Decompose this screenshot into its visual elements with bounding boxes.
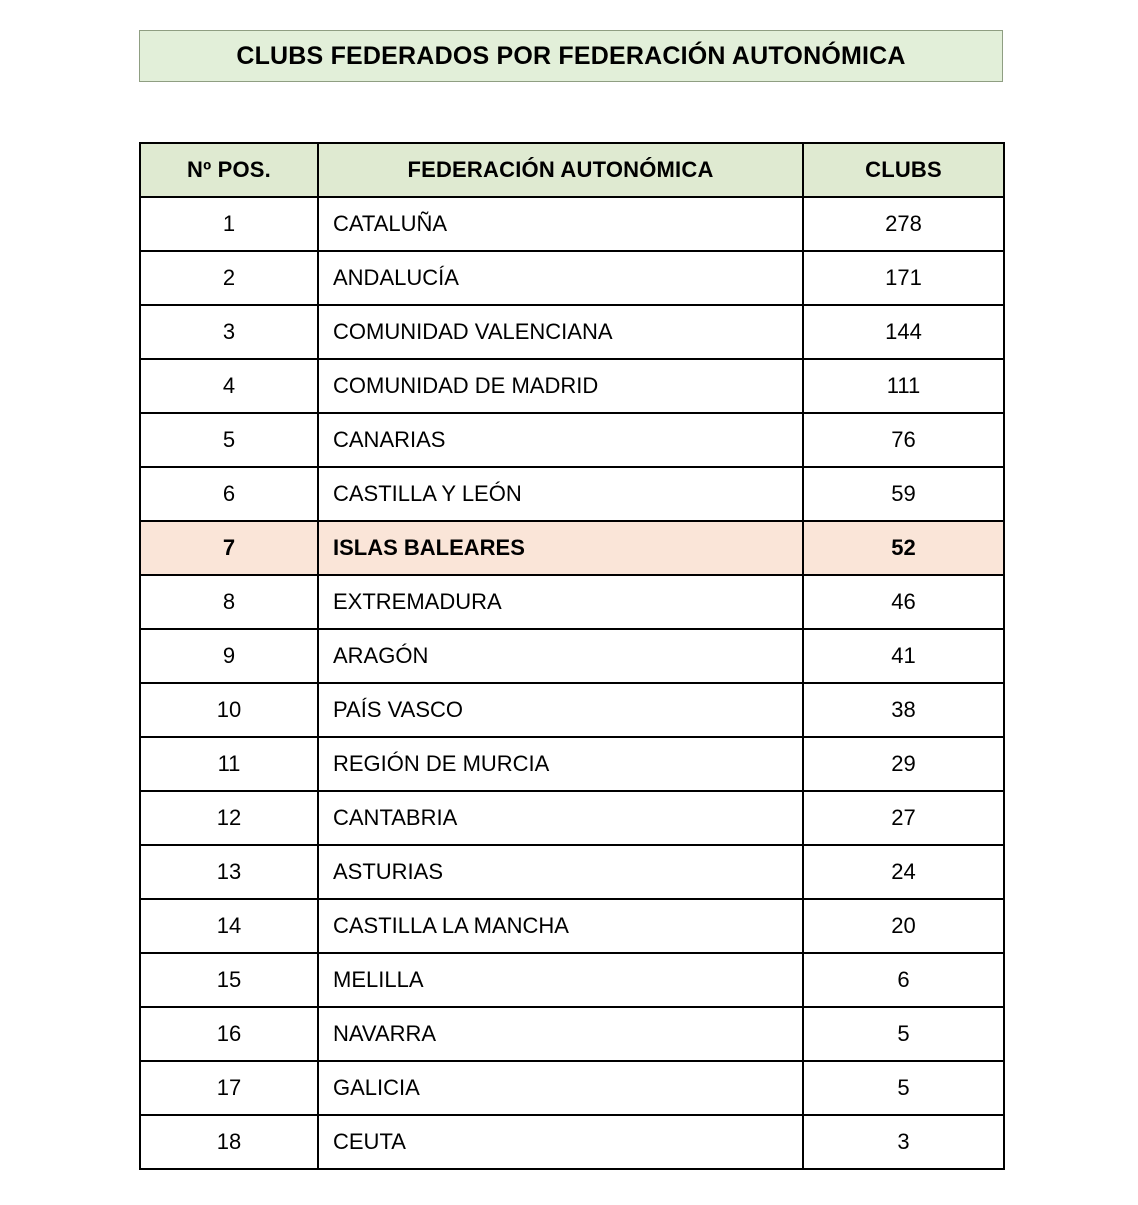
cell-position: 8: [140, 575, 318, 629]
cell-clubs: 52: [803, 521, 1004, 575]
cell-federation: CEUTA: [318, 1115, 803, 1169]
table-row: [140, 1007, 1004, 1061]
cell-position: 2: [140, 251, 318, 305]
table-row: [140, 251, 1004, 305]
cell-clubs: 144: [803, 305, 1004, 359]
cell-clubs: 24: [803, 845, 1004, 899]
cell-federation: ISLAS BALEARES: [318, 521, 803, 575]
cell-federation: CASTILLA Y LEÓN: [318, 467, 803, 521]
cell-position: 13: [140, 845, 318, 899]
table-row: [140, 467, 1004, 521]
table-body: [140, 197, 1004, 1169]
cell-position: 6: [140, 467, 318, 521]
cell-position: 3: [140, 305, 318, 359]
cell-clubs: 46: [803, 575, 1004, 629]
table-row: [140, 953, 1004, 1007]
table-row: [140, 791, 1004, 845]
table-row: [140, 737, 1004, 791]
column-header-position: Nº POS.: [140, 143, 318, 197]
table-row: [140, 629, 1004, 683]
cell-federation: ANDALUCÍA: [318, 251, 803, 305]
cell-clubs: 29: [803, 737, 1004, 791]
cell-position: 14: [140, 899, 318, 953]
cell-federation: PAÍS VASCO: [318, 683, 803, 737]
cell-clubs: 5: [803, 1061, 1004, 1115]
table-row: [140, 1061, 1004, 1115]
column-header-federation: FEDERACIÓN AUTONÓMICA: [318, 143, 803, 197]
cell-federation: MELILLA: [318, 953, 803, 1007]
cell-position: 16: [140, 1007, 318, 1061]
table-row: [140, 359, 1004, 413]
table-row: [140, 845, 1004, 899]
cell-clubs: 76: [803, 413, 1004, 467]
cell-federation: CANARIAS: [318, 413, 803, 467]
cell-clubs: 111: [803, 359, 1004, 413]
cell-position: 10: [140, 683, 318, 737]
cell-clubs: 27: [803, 791, 1004, 845]
table-row: [140, 305, 1004, 359]
cell-position: 9: [140, 629, 318, 683]
table-row: [140, 683, 1004, 737]
federations-table-container: [139, 142, 1003, 1170]
cell-position: 11: [140, 737, 318, 791]
cell-federation: EXTREMADURA: [318, 575, 803, 629]
cell-federation: GALICIA: [318, 1061, 803, 1115]
table-header: [140, 143, 1004, 197]
cell-clubs: 6: [803, 953, 1004, 1007]
table-row: [140, 521, 1004, 575]
cell-clubs: 38: [803, 683, 1004, 737]
table-row: [140, 197, 1004, 251]
table-row: [140, 899, 1004, 953]
cell-federation: ARAGÓN: [318, 629, 803, 683]
cell-federation: ASTURIAS: [318, 845, 803, 899]
cell-position: 17: [140, 1061, 318, 1115]
federations-table: [139, 142, 1005, 1170]
column-header-clubs: CLUBS: [803, 143, 1004, 197]
cell-clubs: 3: [803, 1115, 1004, 1169]
table-row: [140, 575, 1004, 629]
table-row: [140, 1115, 1004, 1169]
cell-position: 18: [140, 1115, 318, 1169]
cell-position: 15: [140, 953, 318, 1007]
cell-federation: COMUNIDAD DE MADRID: [318, 359, 803, 413]
cell-position: 1: [140, 197, 318, 251]
cell-clubs: 5: [803, 1007, 1004, 1061]
cell-federation: COMUNIDAD VALENCIANA: [318, 305, 803, 359]
cell-clubs: 171: [803, 251, 1004, 305]
cell-clubs: 20: [803, 899, 1004, 953]
cell-federation: NAVARRA: [318, 1007, 803, 1061]
table-row: [140, 413, 1004, 467]
cell-federation: REGIÓN DE MURCIA: [318, 737, 803, 791]
document-title-banner: [139, 30, 1003, 82]
cell-position: 7: [140, 521, 318, 575]
cell-position: 4: [140, 359, 318, 413]
page-title: CLUBS FEDERADOS POR FEDERACIÓN AUTONÓMICA: [236, 41, 906, 70]
table-header-row: [140, 143, 1004, 197]
cell-federation: CANTABRIA: [318, 791, 803, 845]
cell-federation: CATALUÑA: [318, 197, 803, 251]
cell-federation: CASTILLA LA MANCHA: [318, 899, 803, 953]
cell-clubs: 278: [803, 197, 1004, 251]
cell-clubs: 41: [803, 629, 1004, 683]
cell-clubs: 59: [803, 467, 1004, 521]
cell-position: 12: [140, 791, 318, 845]
cell-position: 5: [140, 413, 318, 467]
